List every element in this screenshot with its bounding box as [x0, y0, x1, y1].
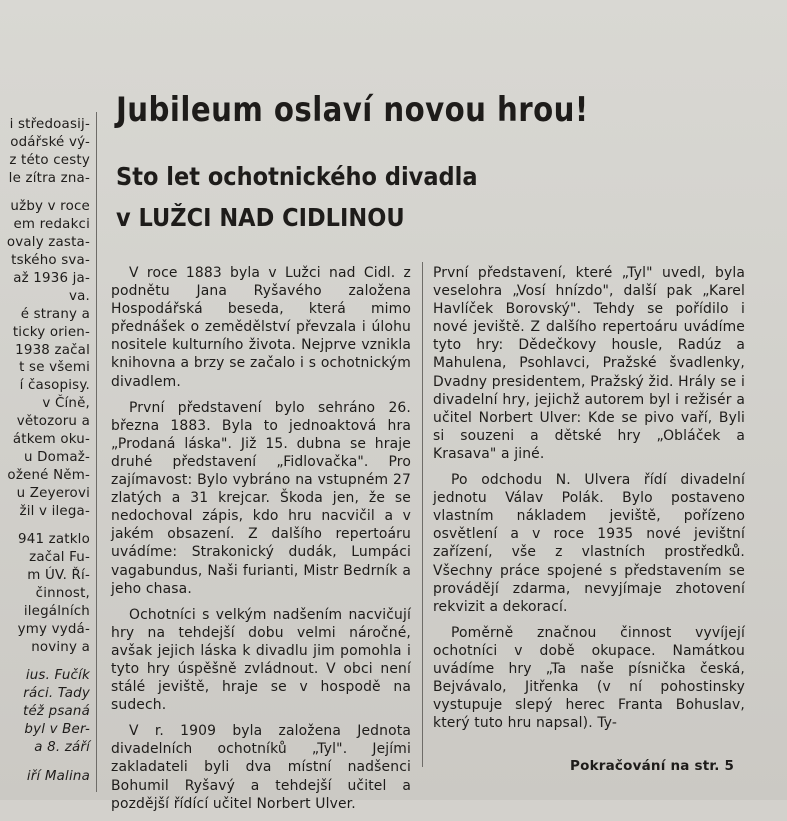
paragraph: Po odchodu N. Ulvera řídí divadelní jednotu Válav Polák. Bylo postaveno vlastním nákladem jeviště, pořízeno osvětlení a v roce 1935 nové jevištní zařízení, vše z vlastních prostředků. Všechny práce spojené s představením se provádějí zdarma, nevyjímaje zhotovení rekvizit a dekorací. [433, 472, 745, 615]
column-divider [422, 262, 423, 767]
article-column-2 [433, 264, 745, 740]
headline: Jubileum oslaví novou hrou! [116, 90, 589, 130]
fragment-line: tského sva- [11, 253, 90, 269]
fragment-line: ticky orien- [12, 324, 90, 340]
fragment-line: začal Fu- [29, 550, 90, 566]
fragment-line: m ÚV. Ří- [27, 568, 90, 584]
paragraph: První představení, které „Tyl" uvedl, byla veselohra „Vosí hnízdo", další pak „Karel Havlíček Borovský". Tehdy se pořídilo i nové jeviště. Z dalšího repertoáru uvádíme tyto hry: Dědečkovy housle, Radúz a Mahulena, Psohlavci, Pražské švadlenky, Dvadny presidentem, Pražský žid. Hrály se i divadelní hry, jejichž autorem byl i režisér a učitel Norbert Ulver: Kde se pivo vaří, Byli si souzeni a dětské hry „Obláček a Krasava" a jiné. [433, 265, 745, 462]
fragment-line: a 8. září [34, 739, 90, 755]
fragment-line: em redakci [13, 217, 90, 233]
fragment-line: í časopisy. [19, 378, 90, 394]
fragment-line: ovaly zasta- [6, 235, 90, 251]
paragraph: V r. 1909 byla založena Jednota divadelních ochotníků „Tyl". Jejími zakladateli byli dva místní nadšenci Bohumil Ryšavý a tehdejší učitel a pozdější řídící učitel Norbert Ulver. [111, 723, 411, 812]
next-page-edge [754, 100, 787, 800]
fragment-line: átkem oku- [12, 432, 90, 448]
fragment-line: ožené Něm- [7, 467, 90, 483]
fragment-line: činnost, [35, 585, 90, 601]
fragment-line: le zítra zna- [8, 170, 90, 186]
fragment-line: i středoasij- [9, 117, 90, 132]
paragraph: První představení bylo sehráno 26. března 1883. Byla to jednoaktová hra „Prodaná láska". Již 15. dubna se hraje druhé představení „Fidlovačka". Pro zajímavost: Bylo vybráno na vstupném 27 zlatých a 31 krejcar. Škoda jen, že se nedochoval zápis, kdo hru nacvičil a v jakém obsazení. Z dalšího repertoáru uvádíme: Strakonický dudák, Lumpáci vagabundus, Naši furianti, Mistr Bedrník a jeho chasa. [111, 399, 411, 597]
fragment-line: užby v roce [10, 199, 90, 215]
previous-article-column [0, 112, 97, 792]
continuation-note: Pokračování na str. 5 [570, 758, 735, 774]
subheadline-line-1: Sto let ochotnického divadla [116, 162, 478, 191]
paragraph: Ochotníci s velkým nadšením nacvičují hry na tehdejší dobu velmi náročné, avšak jejich láska k divadlu jim pomohla i tyto hry úspěšně zvládnout. V obci není stálé jeviště, hraje se v hospodě na sudech. [111, 606, 411, 714]
fragment-line: u Domaž- [24, 449, 90, 465]
fragment-line: byl v Ber- [24, 722, 90, 738]
fragment-line: žil v ilega- [19, 503, 90, 519]
fragment-line: iří Malina [26, 768, 90, 784]
article-column-1 [111, 264, 411, 821]
fragment-line: až 1936 ja- [13, 270, 90, 286]
fragment-line: 941 zatklo [18, 532, 90, 548]
subheadline-line-2: v LUŽCI NAD CIDLINOU [116, 203, 405, 232]
fragment-line: t se všemi [19, 360, 90, 376]
fragment-line: větozoru a [16, 414, 90, 430]
fragment-line: odářské vý- [10, 134, 90, 150]
fragment-line: ráci. Tady [23, 686, 90, 702]
fragment-line: v Číně, [42, 396, 90, 412]
paragraph: V roce 1883 byla v Lužci nad Cidl. z podnětu Jana Ryšavého založena Hospodářská beseda, která mimo přednášek o zemědělství převzala i úlohu nositele kulturního života. Nejprve vznikla knihovna a brzy se začalo i s ochotnickým divadlem. [111, 265, 411, 390]
fragment-line: noviny a [31, 639, 90, 655]
fragment-line: u Zeyerovi [16, 485, 90, 501]
fragment-line: ilegálních [23, 603, 90, 619]
fragment-line: ymy vydá- [17, 621, 90, 637]
fragment-line: z této cesty [9, 152, 90, 168]
fragment-line: va. [69, 288, 90, 304]
fragment-line: též psaná [23, 704, 90, 720]
fragment-line: 1938 začal [15, 342, 90, 358]
paragraph: Poměrně značnou činnost vyvíjejí ochotníci v době okupace. Namátkou uvádíme hry „Ta naše písnička česká, Bejvávalo, Jitřenka (v ní pohostinsky vystupuje slepý herec Franta Bohuslav, který tuto hru napsal). Ty- [433, 624, 745, 732]
fragment-line: ius. Fučík [25, 668, 90, 684]
fragment-line: é strany a [20, 306, 90, 322]
